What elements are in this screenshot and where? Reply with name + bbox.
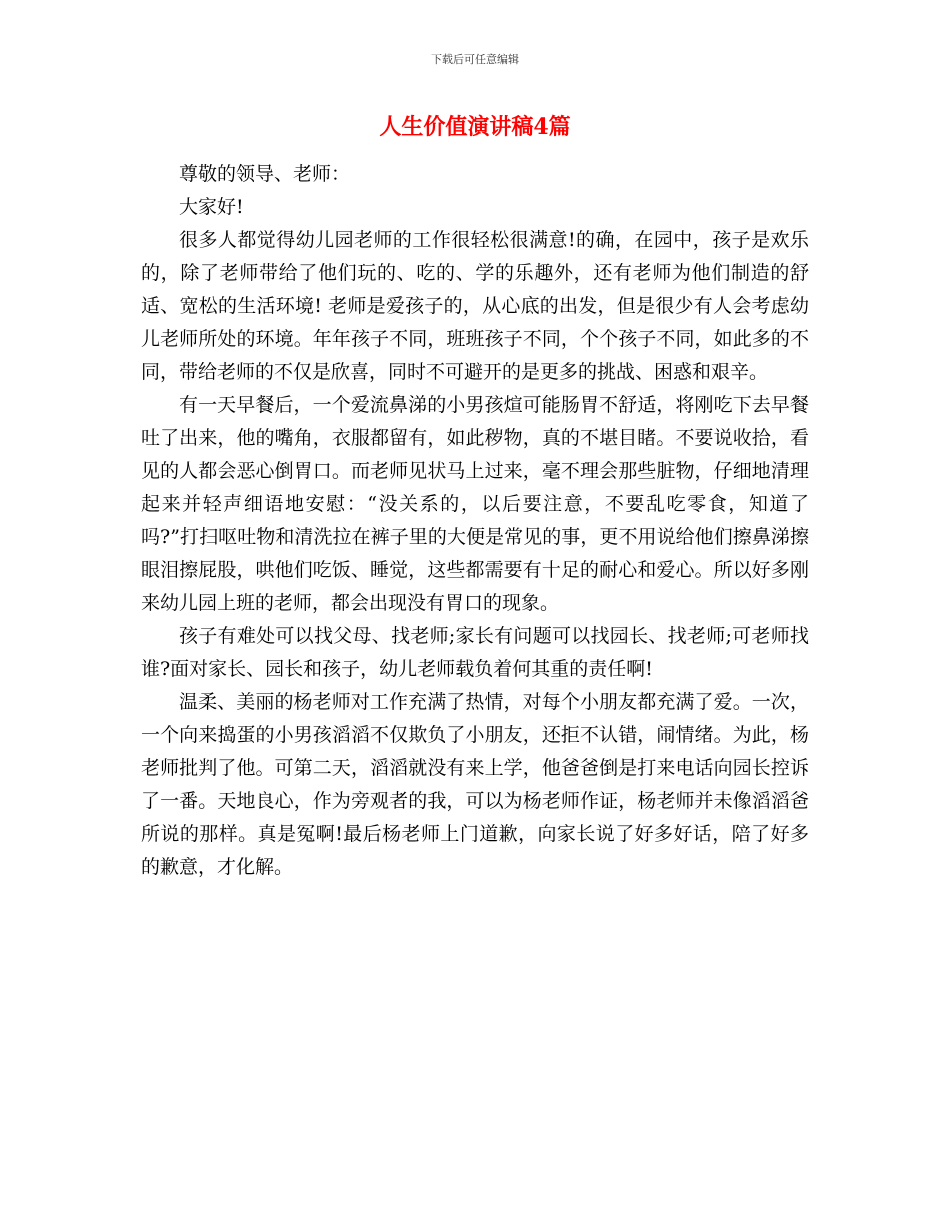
page-header-note: 下载后可任意编辑: [431, 53, 519, 66]
greeting: 大家好!: [179, 196, 244, 218]
body-paragraph-1: 很多人都觉得幼儿园老师的工作很轻松很满意!的确，在园中，孩子是欢乐的，除了老师带给了他们玩的、吃的、学的乐趣外，还有老师为他们制造的舒适、宽松的生活环境! 老师是爱孩子的，从心底的出发，但是很少有人会考虑幼儿老师所处的环境。年年孩子不同，班班孩子不同，个个孩子不同，如此多的不同，带给老师的不仅是欣喜，同时不可避开的是更多的挑战、困惑和艰辛。: [141, 229, 809, 383]
body-paragraph-4: 温柔、美丽的杨老师对工作充满了热情，对每个小朋友都充满了爱。一次，一个向来捣蛋的小男孩滔滔不仅欺负了小朋友，还拒不认错，闹情绪。为此，杨老师批判了他。可第二天，滔滔就没有来上学，他爸爸倒是打来电话向园长控诉了一番。天地良心，作为旁观者的我，可以为杨老师作证，杨老师并未像滔滔爸所说的那样。真是冤啊!最后杨老师上门道歉，向家长说了好多好话，陪了好多的歉意，才化解。: [141, 691, 809, 878]
body-paragraph-2: 有一天早餐后，一个爱流鼻涕的小男孩煊可能肠胃不舒适，将刚吃下去早餐吐了出来，他的嘴角，衣服都留有，如此秽物，真的不堪目睹。不要说收拾，看见的人都会恶心倒胃口。而老师见状马上过来，毫不理会那些脏物，仔细地清理起来并轻声细语地安慰：“没关系的，以后要注意，不要乱吃零食，知道了吗?”打扫呕吐物和清洗拉在裤子里的大便是常见的事，更不用说给他们擦鼻涕擦眼泪擦屁股，哄他们吃饭、睡觉，这些都需要有十足的耐心和爱心。所以好多刚来幼儿园上班的老师，都会出现没有胃口的现象。: [141, 394, 809, 614]
document-title: 人生价值演讲稿4篇: [379, 114, 571, 140]
document-body: [141, 158, 809, 884]
body-paragraph-3: 孩子有难处可以找父母、找老师;家长有问题可以找园长、找老师;可老师找谁?面对家长、园长和孩子，幼儿老师载负着何其重的责任啊!: [141, 625, 809, 680]
salutation: 尊敬的领导、老师：: [179, 163, 351, 185]
